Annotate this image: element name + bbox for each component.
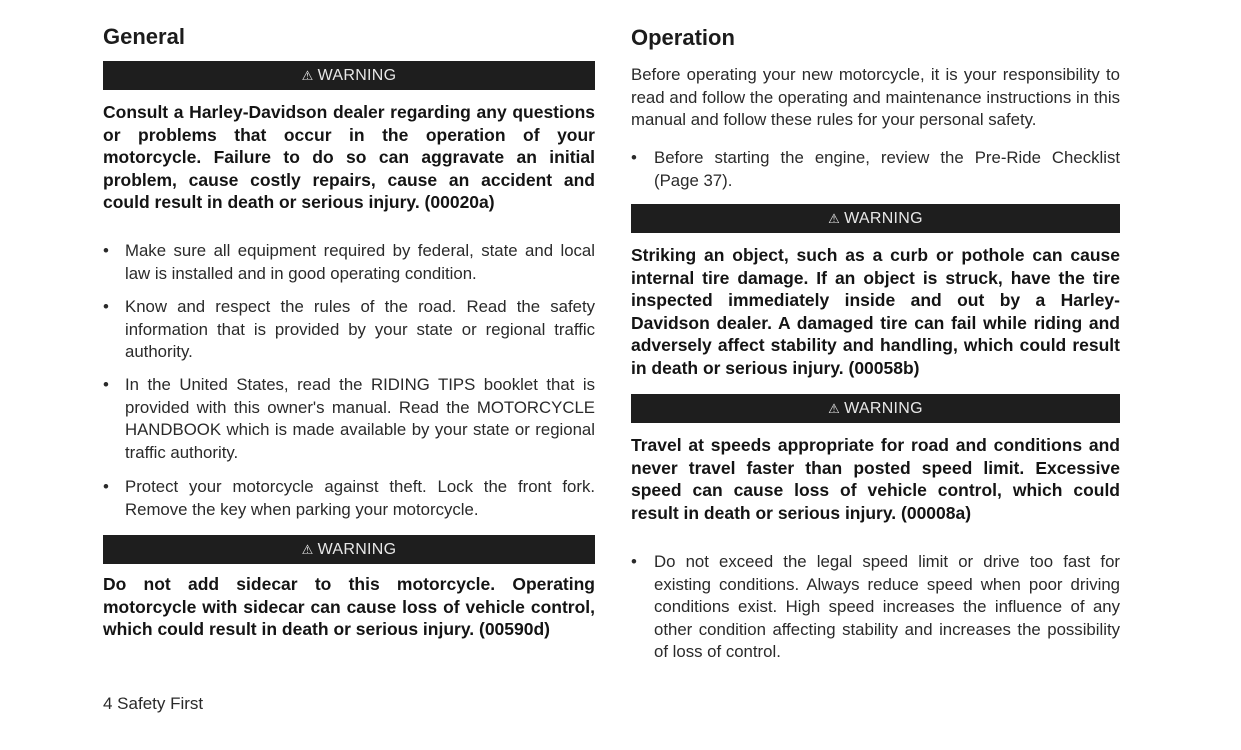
warning-triangle-icon: ⚠ <box>301 542 314 557</box>
warning-banner <box>631 204 1120 233</box>
page-footer: 4 Safety First <box>103 694 204 713</box>
warning-text: Striking an object, such as a curb or pothole can cause internal tire damage. If an object is struck, have the tire inspected immediately inside and out by a Harley-Davidson dealer. A damaged tire can fail while riding and adversely affect stability and handling, which could result in death or serious injury. (00058b) <box>631 245 1120 378</box>
warning-text: Consult a Harley-Davidson dealer regarding any questions or problems that occur in the operation of your motorcycle. Failure to do so can aggravate an initial problem, cause costly repairs, cause an accident and could result in death or serious injury. (00020a) <box>103 102 595 213</box>
warning-label: WARNING <box>844 210 923 227</box>
list-item-text: Make sure all equipment required by federal, state and local law is installed and in good operating condition. <box>125 241 595 283</box>
warning-label: WARNING <box>317 67 397 84</box>
warning-triangle-icon: ⚠ <box>828 401 841 416</box>
bullet-icon: • <box>631 148 637 167</box>
warning-triangle-icon: ⚠ <box>301 68 314 83</box>
bullet-icon: • <box>103 241 109 260</box>
list-item-text: Do not exceed the legal speed limit or drive too fast for existing conditions. Always reduce speed when poor driving conditions exist. High speed increases the influence of any other condition affecting stability and increases the possibility of loss of control. <box>654 552 1120 661</box>
warning-banner <box>103 535 595 564</box>
section-heading-general: General <box>103 24 185 49</box>
warning-triangle-icon: ⚠ <box>828 211 841 226</box>
list-item-text: Before starting the engine, review the Pre-Ride Checklist (Page 37). <box>654 148 1120 190</box>
warning-text: Travel at speeds appropriate for road and conditions and never travel faster than posted speed limit. Excessive speed can cause loss of vehicle control, which could result in death or serious injury. (00008a) <box>631 435 1120 523</box>
list-item-text: In the United States, read the RIDING TIPS booklet that is provided with this owner's manual. Read the MOTORCYCLE HANDBOOK which is made available by your state or regional traffic authority. <box>125 375 595 462</box>
bullet-icon: • <box>631 552 637 571</box>
section-heading-operation: Operation <box>631 25 735 50</box>
warning-label: WARNING <box>844 400 923 417</box>
bullet-icon: • <box>103 375 109 394</box>
list-item-text: Protect your motorcycle against theft. Lock the front fork. Remove the key when parking your motorcycle. <box>125 477 595 519</box>
warning-text: Do not add sidecar to this motorcycle. Operating motorcycle with sidecar can cause loss of vehicle control, which could result in death or serious injury. (00590d) <box>103 574 595 640</box>
bullet-icon: • <box>103 477 109 496</box>
warning-banner <box>103 61 595 90</box>
warning-banner <box>631 394 1120 423</box>
warning-label: WARNING <box>317 541 397 558</box>
bullet-icon: • <box>103 297 109 316</box>
list-item-text: Know and respect the rules of the road. Read the safety information that is provided by your state or regional traffic authority. <box>125 297 595 361</box>
intro-paragraph: Before operating your new motorcycle, it is your responsibility to read and follow the operating and maintenance instructions in this manual and follow these rules for your personal safety. <box>631 65 1120 129</box>
